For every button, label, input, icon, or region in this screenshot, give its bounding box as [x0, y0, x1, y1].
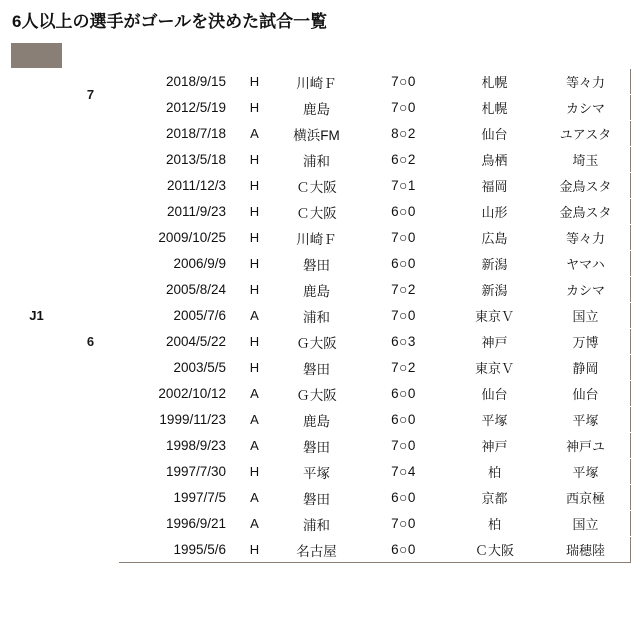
final-score-cell: 7○0 [359, 433, 449, 459]
home-away-cell: H [235, 199, 275, 225]
match-date-cell: 1999/11/23 [119, 407, 235, 433]
match-date-cell: 2005/8/24 [119, 277, 235, 303]
home-away-cell: H [235, 355, 275, 381]
opponent-team-cell: 鳥栖 [449, 147, 541, 173]
match-date-cell: 2005/7/6 [119, 303, 235, 329]
stadium-cell: 平塚 [541, 459, 631, 485]
stadium-cell: 平塚 [541, 407, 631, 433]
home-away-cell: A [235, 303, 275, 329]
opponent-team-cell: 神戸 [449, 329, 541, 355]
home-away-cell: A [235, 485, 275, 511]
match-date-cell: 2013/5/18 [119, 147, 235, 173]
final-score-cell: 6○0 [359, 485, 449, 511]
home-away-cell: A [235, 121, 275, 147]
team-cell: 鹿島 [275, 277, 359, 303]
column-header-score: 最終スコア [359, 43, 449, 69]
final-score-cell: 8○2 [359, 121, 449, 147]
stadium-cell: 等々力 [541, 225, 631, 251]
team-cell: 浦和 [275, 147, 359, 173]
match-date-cell: 2011/9/23 [119, 199, 235, 225]
final-score-cell: 7○0 [359, 225, 449, 251]
opponent-team-cell: 柏 [449, 459, 541, 485]
opponent-team-cell: 札幌 [449, 69, 541, 95]
home-away-cell: H [235, 459, 275, 485]
match-date-cell: 2012/5/19 [119, 95, 235, 121]
match-date-cell: 2002/10/12 [119, 381, 235, 407]
column-header-team: チーム [275, 43, 359, 69]
header-row [11, 43, 631, 69]
stadium-cell: 等々力 [541, 69, 631, 95]
final-score-cell: 7○0 [359, 95, 449, 121]
table-header [11, 43, 631, 69]
table-row [11, 69, 631, 95]
opponent-team-cell: 新潟 [449, 277, 541, 303]
page-title: 6人以上の選手がゴールを決めた試合一覧 [12, 12, 328, 31]
home-away-cell: H [235, 251, 275, 277]
team-cell: Ｇ大阪 [275, 329, 359, 355]
opponent-team-cell: 平塚 [449, 407, 541, 433]
match-date-cell: 2006/9/9 [119, 251, 235, 277]
team-cell: Ｃ大阪 [275, 199, 359, 225]
opponent-team-cell: 山形 [449, 199, 541, 225]
match-date-cell: 1997/7/5 [119, 485, 235, 511]
team-cell: 横浜FM [275, 121, 359, 147]
team-cell: 平塚 [275, 459, 359, 485]
home-away-cell: H [235, 329, 275, 355]
stadium-cell: 万博 [541, 329, 631, 355]
home-away-cell: A [235, 511, 275, 537]
match-date-cell: 2003/5/5 [119, 355, 235, 381]
team-cell: 浦和 [275, 303, 359, 329]
team-cell: 磐田 [275, 433, 359, 459]
opponent-team-cell: 仙台 [449, 381, 541, 407]
home-away-cell: H [235, 537, 275, 563]
opponent-team-cell: 柏 [449, 511, 541, 537]
column-header-ha: HA [235, 43, 275, 69]
opponent-team-cell: 仙台 [449, 121, 541, 147]
home-away-cell: H [235, 173, 275, 199]
final-score-cell: 6○0 [359, 381, 449, 407]
stadium-cell: 西京極 [541, 485, 631, 511]
match-date-cell: 1996/9/21 [119, 511, 235, 537]
team-cell: Ｃ大阪 [275, 173, 359, 199]
final-score-cell: 7○4 [359, 459, 449, 485]
player-count-cell: 6 [63, 121, 119, 563]
column-header-stadium: スタジアム [541, 43, 631, 69]
home-away-cell: A [235, 407, 275, 433]
team-cell: 名古屋 [275, 537, 359, 563]
team-cell: 川崎Ｆ [275, 69, 359, 95]
final-score-cell: 6○0 [359, 199, 449, 225]
stadium-cell: 神戸ユ [541, 433, 631, 459]
team-cell: 川崎Ｆ [275, 225, 359, 251]
home-away-cell: H [235, 147, 275, 173]
team-cell: 鹿島 [275, 407, 359, 433]
stadium-cell: 仙台 [541, 381, 631, 407]
league-cell: J1 [11, 69, 63, 563]
opponent-team-cell: 札幌 [449, 95, 541, 121]
column-header-league [11, 43, 63, 69]
home-away-cell: H [235, 69, 275, 95]
match-date-cell: 2009/10/25 [119, 225, 235, 251]
final-score-cell: 6○3 [359, 329, 449, 355]
column-header-opponent: 相手チーム [449, 43, 541, 69]
stadium-cell: ヤマハ [541, 251, 631, 277]
match-date-cell: 2018/9/15 [119, 69, 235, 95]
team-cell: 磐田 [275, 251, 359, 277]
stadium-cell: 瑞穂陸 [541, 537, 631, 563]
final-score-cell: 7○0 [359, 303, 449, 329]
opponent-team-cell: 神戸 [449, 433, 541, 459]
table-row [11, 121, 631, 147]
final-score-cell: 7○1 [359, 173, 449, 199]
stadium-cell: カシマ [541, 277, 631, 303]
home-away-cell: H [235, 95, 275, 121]
stadium-cell: 金鳥スタ [541, 199, 631, 225]
table-body [11, 69, 631, 563]
team-cell: 浦和 [275, 511, 359, 537]
home-away-cell: A [235, 381, 275, 407]
player-count-cell: 7 [63, 69, 119, 121]
column-header-count: 人数 [63, 43, 119, 69]
team-cell: Ｇ大阪 [275, 381, 359, 407]
match-date-cell: 1995/5/6 [119, 537, 235, 563]
match-date-cell: 2004/5/22 [119, 329, 235, 355]
opponent-team-cell: 京都 [449, 485, 541, 511]
stadium-cell: カシマ [541, 95, 631, 121]
column-header-date: 試合日 [119, 43, 235, 69]
stadium-cell: 金鳥スタ [541, 173, 631, 199]
match-date-cell: 2018/7/18 [119, 121, 235, 147]
final-score-cell: 7○0 [359, 69, 449, 95]
opponent-team-cell: 東京Ｖ [449, 355, 541, 381]
stadium-cell: 静岡 [541, 355, 631, 381]
opponent-team-cell: 東京Ｖ [449, 303, 541, 329]
opponent-team-cell: 広島 [449, 225, 541, 251]
team-cell: 磐田 [275, 485, 359, 511]
home-away-cell: H [235, 225, 275, 251]
home-away-cell: H [235, 277, 275, 303]
opponent-team-cell: 新潟 [449, 251, 541, 277]
stadium-cell: ユアスタ [541, 121, 631, 147]
match-date-cell: 1998/9/23 [119, 433, 235, 459]
opponent-team-cell: 福岡 [449, 173, 541, 199]
stadium-cell: 国立 [541, 511, 631, 537]
stadium-cell: 国立 [541, 303, 631, 329]
final-score-cell: 6○0 [359, 537, 449, 563]
final-score-cell: 7○0 [359, 511, 449, 537]
match-date-cell: 1997/7/30 [119, 459, 235, 485]
opponent-team-cell: Ｃ大阪 [449, 537, 541, 563]
stadium-cell: 埼玉 [541, 147, 631, 173]
match-list-table [10, 42, 631, 563]
team-cell: 鹿島 [275, 95, 359, 121]
final-score-cell: 7○2 [359, 277, 449, 303]
team-cell: 磐田 [275, 355, 359, 381]
final-score-cell: 7○2 [359, 355, 449, 381]
final-score-cell: 6○0 [359, 407, 449, 433]
final-score-cell: 6○2 [359, 147, 449, 173]
final-score-cell: 6○0 [359, 251, 449, 277]
home-away-cell: A [235, 433, 275, 459]
match-date-cell: 2011/12/3 [119, 173, 235, 199]
